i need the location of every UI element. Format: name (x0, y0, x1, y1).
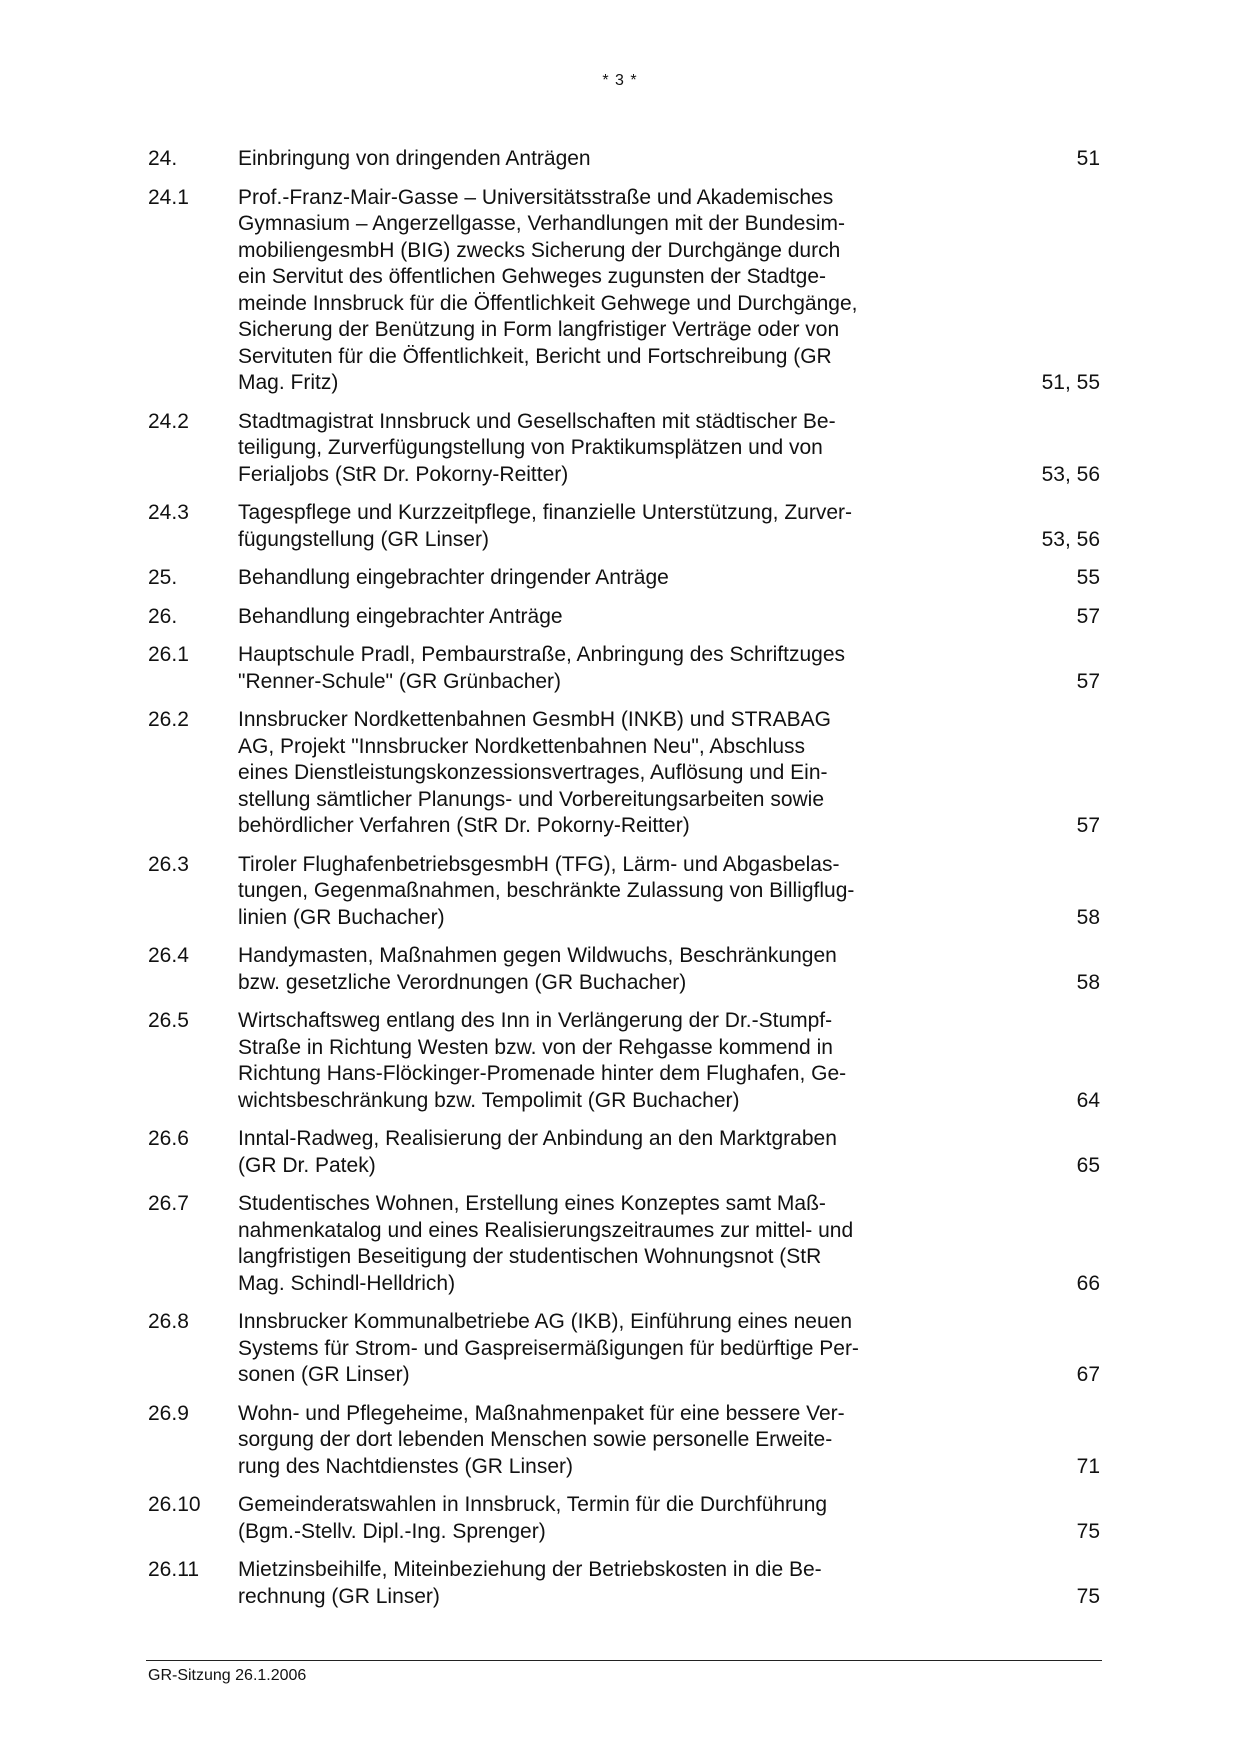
toc-entry-title-line: Wohn- und Pflegeheime, Maßnahmenpaket für eine bessere Ver- (238, 1401, 845, 1425)
toc-entry-title-line: Innsbrucker Kommunalbetriebe AG (IKB), Einführung eines neuen (238, 1310, 853, 1333)
toc-entry-title-line: langfristigen Beseitigung der studentischen Wohnungsnot (StR (238, 1245, 822, 1268)
toc-entry-page: 75 (1076, 1584, 1100, 1608)
toc-entry-page: 51 (1076, 147, 1100, 170)
footer-text: GR-Sitzung 26.1.2006 (148, 1667, 307, 1684)
toc-entry-title-line: Handymasten, Maßnahmen gegen Wildwuchs, Beschränkungen (238, 944, 837, 967)
toc-entry-number: 24.1 (148, 185, 189, 209)
toc-entry-number: 26.7 (148, 1192, 189, 1215)
toc-entry-number: 26.4 (148, 944, 189, 967)
toc-entry (148, 146, 1100, 173)
toc-entry-title-line: mobiliengesmbH (BIG) zwecks Sicherung der Durchgänge durch (238, 238, 841, 262)
toc-entry-title-line: (Bgm.-Stellv. Dipl.-Ing. Sprenger) (238, 1519, 546, 1543)
toc-entry-page: 57 (1076, 814, 1100, 837)
toc-entry-title-line: Servituten für die Öffentlichkeit, Bericht und Fortschreibung (GR (238, 344, 832, 368)
toc-entry-title-line: (GR Dr. Patek) (238, 1153, 376, 1177)
toc-entry-number: 26.8 (148, 1310, 189, 1333)
toc-entry-number: 26.11 (148, 1558, 199, 1581)
toc-entry (148, 1557, 1100, 1610)
toc-entry-title-line: AG, Projekt "Innsbrucker Nordkettenbahnen Neu", Abschluss (238, 734, 806, 758)
toc-entry-title-line: Gemeinderatswahlen in Innsbruck, Termin für die Durchführung (238, 1493, 828, 1516)
toc-entry-number: 26.2 (148, 708, 189, 731)
toc-entry-title-line: meinde Innsbruck für die Öffentlichkeit Gehwege und Durchgänge, (238, 291, 858, 315)
toc-entry-title (238, 1401, 926, 1481)
toc-entry-title-line: Mietzinsbeihilfe, Miteinbeziehung der Betriebskosten in die Be- (238, 1558, 822, 1581)
toc-entry-number: 26. (148, 604, 178, 628)
toc-entry-title-line: Sicherung der Benützung in Form langfristiger Verträge oder von (238, 318, 840, 341)
toc-entry-number: 26.3 (148, 852, 189, 876)
toc-entry-title-line: sorgung der dort lebenden Menschen sowie personelle Erweite- (238, 1428, 833, 1451)
toc-entry-page: 66 (1076, 1271, 1100, 1295)
toc-entry-title-line: rung des Nachtdienstes (GR Linser) (238, 1454, 573, 1478)
toc-entry-title (238, 642, 926, 695)
toc-entry (148, 565, 1100, 592)
toc-entry-title-line: wichtsbeschränkung bzw. Tempolimit (GR Buchacher) (238, 1088, 740, 1112)
toc-entry-number: 26.10 (148, 1493, 201, 1516)
toc-entry-title-line: Prof.-Franz-Mair-Gasse – Universitätsstraße und Akademisches (238, 185, 834, 209)
toc-entry (148, 185, 1100, 397)
toc-entry-title-line: Tagespflege und Kurzzeitpflege, finanzielle Unterstützung, Zurver- (238, 501, 853, 524)
toc-entry-title-line: stellung sämtlicher Planungs- und Vorbereitungsarbeiten sowie (238, 787, 825, 811)
toc-entry-title-line: Tiroler FlughafenbetriebsgesmbH (TFG), Lärm- und Abgasbelas- (238, 852, 840, 876)
toc-entry-title-line: Studentisches Wohnen, Erstellung eines Konzeptes samt Maß- (238, 1192, 826, 1215)
toc-entry-number: 26.1 (148, 643, 189, 666)
toc-entry-title-line: rechnung (GR Linser) (238, 1584, 440, 1608)
toc-entry-title-line: eines Dienstleistungskonzessionsvertrages, Auflösung und Ein- (238, 761, 828, 784)
toc-entry-title-line: linien (GR Buchacher) (238, 905, 445, 929)
toc-entry-number: 25. (148, 566, 178, 589)
toc-entry-page: 57 (1076, 669, 1100, 693)
toc-entry (148, 1008, 1100, 1114)
toc-entry-title (238, 1557, 926, 1610)
toc-entry-title (238, 500, 926, 553)
toc-entry-page: 71 (1076, 1454, 1100, 1478)
toc-entry-title-line: Mag. Schindl-Helldrich) (238, 1271, 456, 1295)
toc-entry (148, 707, 1100, 840)
toc-entry (148, 642, 1100, 695)
toc-entry-title (238, 1191, 926, 1297)
toc-entry-title (238, 604, 926, 631)
footer-rule (146, 1660, 1102, 1661)
toc-entry-title (238, 1008, 926, 1114)
toc-entry-title-line: fügungstellung (GR Linser) (238, 527, 489, 551)
toc-entry-title-line: Hauptschule Pradl, Pembaurstraße, Anbringung des Schriftzuges (238, 643, 846, 666)
toc-entry-number: 24. (148, 147, 178, 170)
toc-entry-title-line: Einbringung von dringenden Anträgen (238, 147, 591, 170)
toc-entry-title-line: Mag. Fritz) (238, 371, 339, 394)
toc-entry-title (238, 943, 926, 996)
toc-entry-number: 24.3 (148, 501, 189, 524)
toc-entry-title-line: Systems für Strom- und Gaspreisermäßigungen für bedürftige Per- (238, 1336, 859, 1360)
toc-entry (148, 409, 1100, 489)
toc-entry-number: 24.2 (148, 409, 189, 433)
toc-entry (148, 500, 1100, 553)
toc-entry-title (238, 146, 926, 173)
table-of-contents (148, 146, 1100, 1622)
toc-entry-page: 51, 55 (1041, 371, 1100, 394)
toc-entry-title (238, 1126, 926, 1179)
toc-entry-page: 64 (1076, 1088, 1100, 1112)
toc-entry-page: 55 (1076, 566, 1100, 589)
toc-entry-title (238, 565, 926, 592)
toc-entry-page: 58 (1076, 905, 1100, 929)
toc-entry-title-line: Gymnasium – Angerzellgasse, Verhandlungen mit der Bundesim- (238, 212, 845, 235)
toc-entry-title-line: Inntal-Radweg, Realisierung der Anbindung an den Marktgraben (238, 1127, 837, 1150)
toc-entry-title-line: behördlicher Verfahren (StR Dr. Pokorny-Reitter) (238, 814, 690, 837)
toc-entry-title-line: Ferialjobs (StR Dr. Pokorny-Reitter) (238, 462, 569, 486)
toc-entry-title-line: Behandlung eingebrachter dringender Anträge (238, 566, 669, 589)
toc-entry-title-line: "Renner-Schule" (GR Grünbacher) (238, 669, 562, 693)
toc-entry-title (238, 1492, 926, 1545)
toc-entry-title (238, 707, 926, 840)
toc-entry-title-line: tungen, Gegenmaßnahmen, beschränkte Zulassung von Billigflug- (238, 879, 855, 902)
toc-entry-page: 57 (1076, 604, 1100, 628)
toc-entry-title-line: teiligung, Zurverfügungstellung von Praktikumsplätzen und von (238, 436, 823, 459)
toc-entry-page: 65 (1076, 1153, 1100, 1177)
toc-entry-title-line: Wirtschaftsweg entlang des Inn in Verlängerung der Dr.-Stumpf- (238, 1009, 833, 1032)
toc-entry-page: 75 (1076, 1519, 1100, 1543)
toc-entry-number: 26.9 (148, 1401, 189, 1425)
toc-entry-title-line: ein Servitut des öffentlichen Gehweges zugunsten der Stadtge- (238, 265, 826, 288)
toc-entry-number: 26.5 (148, 1009, 189, 1032)
toc-entry (148, 604, 1100, 631)
toc-entry-title-line: Straße in Richtung Westen bzw. von der Rehgasse kommend in (238, 1035, 833, 1059)
toc-entry-title (238, 185, 926, 397)
toc-entry-title-line: Innsbrucker Nordkettenbahnen GesmbH (INKB) und STRABAG (238, 708, 831, 731)
toc-entry (148, 1126, 1100, 1179)
toc-entry-page: 58 (1076, 970, 1100, 994)
toc-entry (148, 1309, 1100, 1389)
toc-entry-title (238, 852, 926, 932)
toc-entry-title-line: bzw. gesetzliche Verordnungen (GR Buchacher) (238, 970, 687, 994)
toc-entry-title-line: nahmenkatalog und eines Realisierungszeitraumes zur mittel- und (238, 1218, 854, 1242)
toc-entry (148, 1191, 1100, 1297)
toc-entry-title-line: Behandlung eingebrachter Anträge (238, 604, 563, 628)
toc-entry-title (238, 1309, 926, 1389)
toc-entry-page: 53, 56 (1041, 527, 1100, 551)
toc-entry-title (238, 409, 926, 489)
page-number: * 3 * (602, 72, 638, 89)
toc-entry (148, 1401, 1100, 1481)
toc-entry (148, 943, 1100, 996)
toc-entry (148, 852, 1100, 932)
toc-entry-title-line: Stadtmagistrat Innsbruck und Gesellschaften mit städtischer Be- (238, 409, 836, 433)
toc-entry-page: 53, 56 (1041, 462, 1100, 486)
toc-entry-title-line: Richtung Hans-Flöckinger-Promenade hinter dem Flughafen, Ge- (238, 1062, 847, 1085)
toc-entry-number: 26.6 (148, 1127, 189, 1150)
toc-entry-page: 67 (1076, 1363, 1100, 1386)
toc-entry-title-line: sonen (GR Linser) (238, 1363, 410, 1386)
toc-entry (148, 1492, 1100, 1545)
